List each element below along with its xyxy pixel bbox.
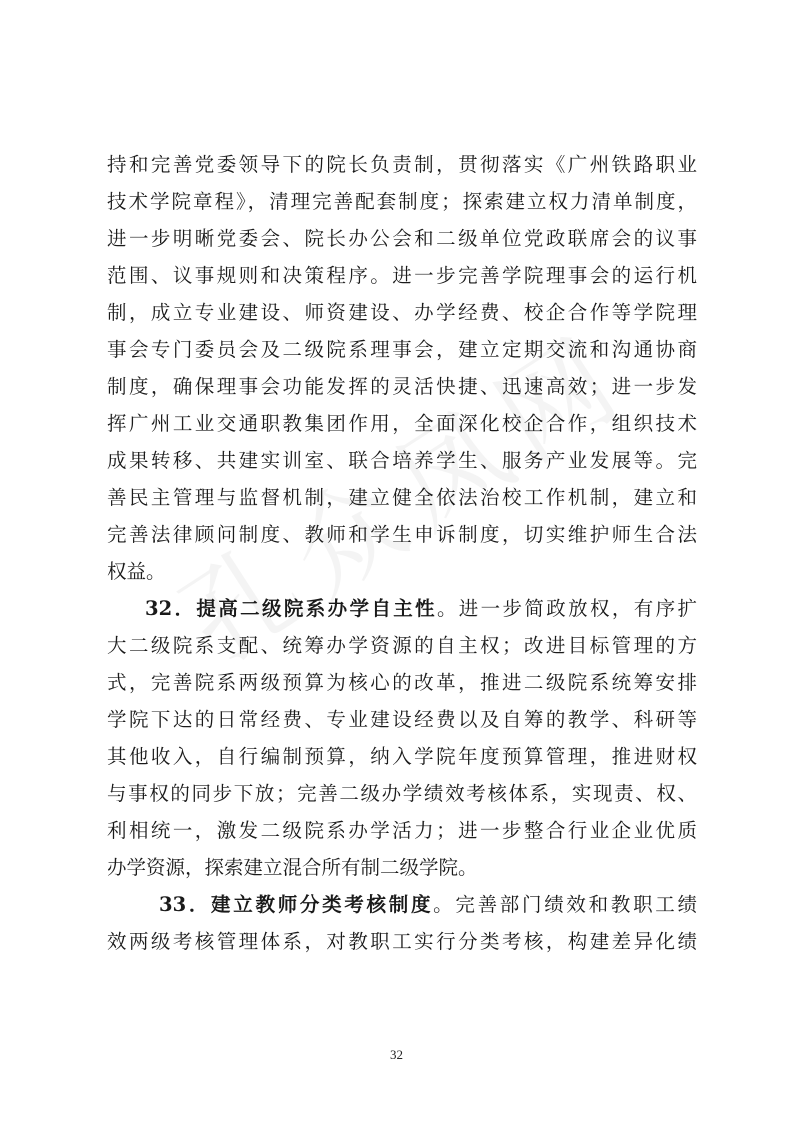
- item-33-first-line-text: 。完善部门绩效和教职工绩: [433, 893, 697, 916]
- text-line: 进一步明晰党委会、院长办公会和二级单位党政联席会的议事: [107, 227, 697, 250]
- text-line: 办学资源，探索建立混合所有制二级学院。: [107, 856, 478, 879]
- text-line: 学院下达的日常经费、专业建设经费以及自筹的教学、科研等: [107, 708, 697, 731]
- text-line: 效两级考核管理体系，对教职工实行分类考核，构建差异化绩: [107, 930, 697, 953]
- text-line: 制度，确保理事会功能发挥的灵活快捷、迅速高效；进一步发: [107, 375, 697, 398]
- text-line: 事会专门委员会及二级院系理事会，建立定期交流和沟通协商: [107, 338, 697, 361]
- item-32-heading: 32．提高二级院系办学自主性: [145, 597, 437, 620]
- text-line: 持和完善党委领导下的院长负责制，贯彻落实《广州铁路职业: [107, 153, 697, 176]
- item-33-heading: 33．建立教师分类考核制度: [159, 893, 434, 916]
- text-line: 与事权的同步下放；完善二级办学绩效考核体系，实现责、权、: [107, 782, 697, 805]
- text-line: 利相统一，激发二级院系办学活力；进一步整合行业企业优质: [107, 819, 697, 842]
- text-line: 挥广州工业交通职教集团作用，全面深化校企合作，组织技术: [107, 412, 697, 435]
- text-line: 范围、议事规则和决策程序。进一步完善学院理事会的运行机: [107, 264, 697, 287]
- text-line: 其他收入，自行编制预算，纳入学院年度预算管理，推进财权: [107, 745, 697, 768]
- text-line: 技术学院章程》，清理完善配套制度；探索建立权力清单制度，: [107, 190, 697, 213]
- text-line: 善民主管理与监督机制，建立健全依法治校工作机制，建立和: [107, 486, 697, 509]
- text-line: 成果转移、共建实训室、联合培养学生、服务产业发展等。完: [107, 449, 697, 472]
- body-text: [107, 146, 697, 960]
- text-line: 大二级院系支配、统筹办学资源的自主权；改进目标管理的方: [107, 634, 697, 657]
- text-line: 权益。: [107, 560, 166, 583]
- item-32-first-line-text: 。进一步简政放权，有序扩: [436, 597, 697, 620]
- text-line: 完善法律顾问制度、教师和学生申诉制度，切实维护师生合法: [107, 523, 697, 546]
- page-number: 32: [390, 1047, 403, 1062]
- text-line: 制，成立专业建设、师资建设、办学经费、校企合作等学院理: [107, 301, 697, 324]
- item-33-first-line: [107, 886, 697, 923]
- item-32-first-line: [107, 590, 697, 627]
- text-line: 式，完善院系两级预算为核心的改革，推进二级院系统筹安排: [107, 671, 697, 694]
